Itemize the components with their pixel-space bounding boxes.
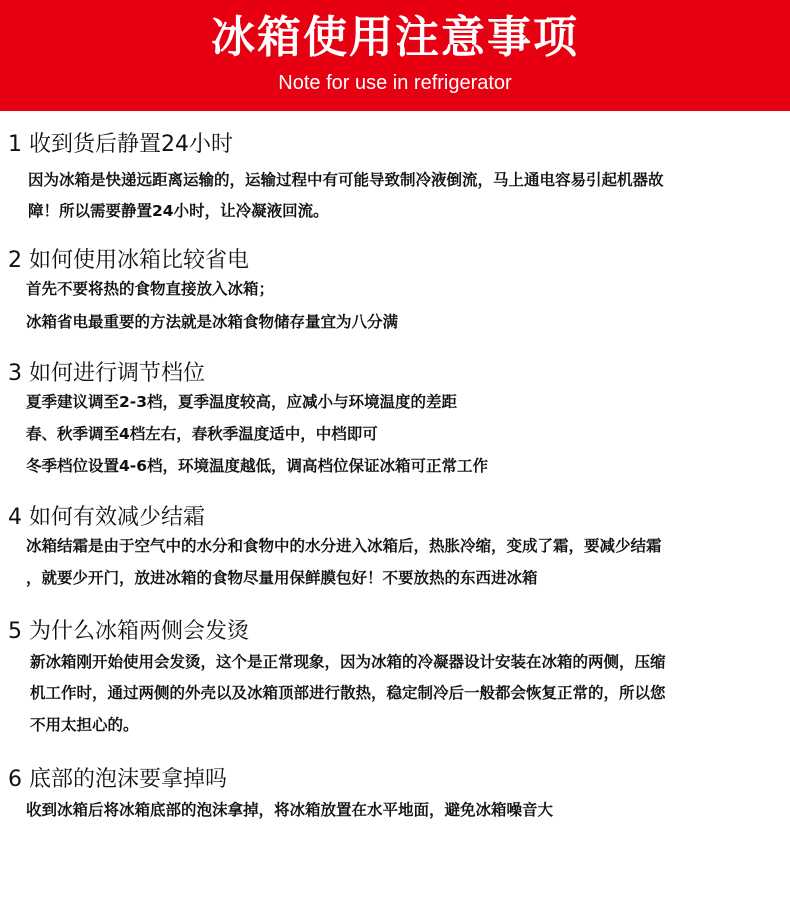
- section-text-line: 冬季档位设置4-6档，环境温度越低，调高档位保证冰箱可正常工作: [26, 457, 489, 475]
- section-text-line: 冰箱省电最重要的方法就是冰箱食物储存量宜为八分满: [26, 313, 399, 331]
- section-text-line: 障！所以需要静置24小时，让冷凝液回流。: [28, 202, 329, 220]
- header-banner: [0, 0, 790, 111]
- section-text-line: 首先不要将热的食物直接放入冰箱；: [26, 280, 275, 298]
- page-title: 冰箱使用注意事项: [211, 12, 579, 63]
- section-text-line: 不用太担心的。: [30, 716, 139, 734]
- section-text-line: 收到冰箱后将冰箱底部的泡沫拿掉，将冰箱放置在水平地面，避免冰箱噪音大: [26, 801, 554, 819]
- section-text-line: 机工作时，通过两侧的外壳以及冰箱顶部进行散热，稳定制冷后一般都会恢复正常的，所以您: [30, 684, 666, 702]
- section-text-line: 新冰箱刚开始使用会发烫，这个是正常现象，因为冰箱的冷凝器设计安装在冰箱的两侧，压缩: [30, 653, 666, 671]
- section-heading: 6 底部的泡沫要拿掉吗: [8, 767, 227, 792]
- section-heading: 2 如何使用冰箱比较省电: [8, 248, 249, 273]
- section-heading: 1 收到货后静置24小时: [8, 132, 233, 157]
- section-text-line: 夏季建议调至2-3档，夏季温度较高，应减小与环境温度的差距: [26, 393, 458, 411]
- section-heading: 4 如何有效减少结霜: [8, 505, 205, 530]
- section-text-line: 因为冰箱是快递远距离运输的，运输过程中有可能导致制冷液倒流，马上通电容易引起机器故: [28, 171, 664, 189]
- section-text-line: 春、秋季调至4档左右，春秋季温度适中，中档即可: [26, 425, 378, 443]
- section-heading: 3 如何进行调节档位: [8, 361, 205, 386]
- section-text-line: 冰箱结霜是由于空气中的水分和食物中的水分进入冰箱后，热胀冷缩，变成了霜，要减少结霜: [26, 537, 662, 555]
- page-subtitle: Note for use in refrigerator: [278, 72, 512, 94]
- section-text-line: ，就要少开门，放进冰箱的食物尽量用保鲜膜包好！不要放热的东西进冰箱: [26, 569, 538, 587]
- section-heading: 5 为什么冰箱两侧会发烫: [8, 619, 249, 644]
